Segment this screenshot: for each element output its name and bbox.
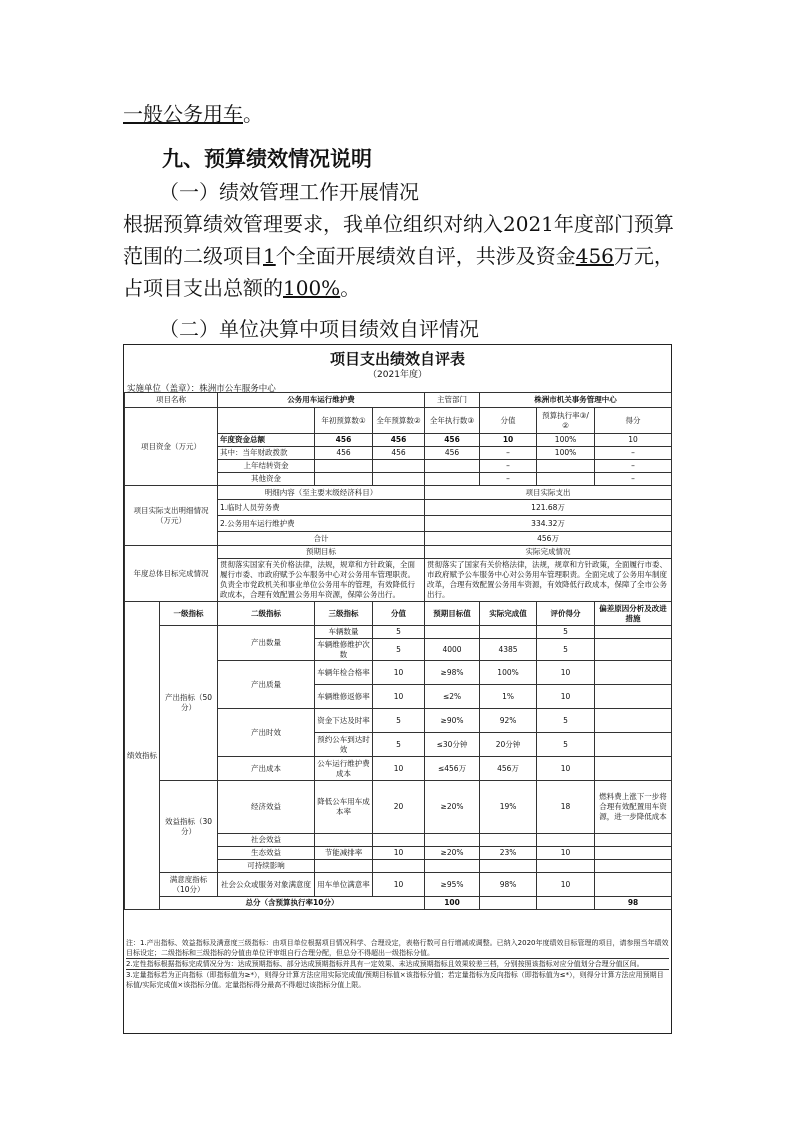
para-a: 根据预算绩效管理要求，我单位组织对纳入2021年度部门预算范围的二级项目 <box>123 212 674 268</box>
blank <box>537 897 595 910</box>
td: ≤456万 <box>425 757 480 781</box>
table-title: 项目支出绩效自评表 <box>329 350 465 368</box>
fund-label: 项目资金（万元） <box>125 408 218 486</box>
td: 10 <box>373 685 425 709</box>
project-name-label: 项目名称 <box>125 393 218 408</box>
detail-head2: 项目实际支出 <box>425 486 672 500</box>
td: ≥98% <box>425 661 480 685</box>
td: 10 <box>595 434 672 447</box>
td: 456 <box>425 447 480 460</box>
th: 评价得分 <box>537 602 595 626</box>
td: 92% <box>480 709 537 733</box>
para-c: 万元，占项目支出总额的 <box>123 244 674 300</box>
td: 4385 <box>480 639 537 661</box>
td: 100% <box>537 434 595 447</box>
td: 降低公车用车成本率 <box>315 781 373 834</box>
td: 社会效益 <box>218 834 315 847</box>
td: 456 <box>373 447 425 460</box>
project-name: 公务用车运行维护费 <box>218 393 425 408</box>
td: 5 <box>373 626 425 639</box>
detail-head: 明细内容（至主要末级经济科目） <box>218 486 425 500</box>
th: 三级指标 <box>315 602 373 626</box>
td <box>595 873 672 897</box>
td: 其他资金 <box>218 473 315 486</box>
table-row <box>125 897 672 910</box>
para-d: 。 <box>340 276 361 300</box>
td: 19% <box>480 781 537 834</box>
td: 1% <box>480 685 537 709</box>
table-row <box>125 873 672 897</box>
td: 1.临时人员劳务费 <box>218 500 425 516</box>
th: 预算执行率③/② <box>537 408 595 434</box>
td: – <box>480 473 537 486</box>
section-heading-9: 九、预算绩效情况说明 <box>162 147 372 171</box>
td: 车辆年检合格率 <box>315 661 373 685</box>
td <box>425 834 480 847</box>
td: 456万 <box>480 757 537 781</box>
td: 10 <box>537 873 595 897</box>
evaluation-table-frame <box>123 344 672 1034</box>
td: 5 <box>537 709 595 733</box>
td: 其中：当年财政拨款 <box>218 447 315 460</box>
td <box>373 460 425 473</box>
table-row <box>125 626 672 639</box>
dept-label: 主管部门 <box>425 393 480 408</box>
td: 2.公务用车运行维护费 <box>218 516 425 532</box>
goal-actual: 贯彻落实了国家有关价格法律，法规，规章和方针政策，全面履行市委、市政府赋予公车服务中心对公务用车管理职责。全面完成了公务用车制度改革，合理有效配置公务用车资源，有效降低行政成本，保障了全市公务出行。 <box>425 559 672 602</box>
td: 公车运行维护费成本 <box>315 757 373 781</box>
th: 全年执行数③ <box>425 408 480 434</box>
note-2: 2.定性指标根据指标完成情况分为：达成预期指标、部分达成预期指标并具有一定效果、未达成预期指标且效果较差三档，分别按照该指标对应分值划分合理分值区间。 <box>126 959 669 970</box>
th: 实际完成值 <box>480 602 537 626</box>
td: 456 <box>425 434 480 447</box>
td: 5 <box>373 709 425 733</box>
td: 10 <box>537 847 595 860</box>
td: 10 <box>480 434 537 447</box>
goal-expected: 贯彻落实国家有关价格法律，法规，规章和方针政策，全面履行市委、市政府赋予公车服务中心对公务用车管理职责。负责全市党政机关和事业单位公务用车的管理，有效降低行政成本，合理有效配置公务用车资源，保障公务出行。 <box>218 559 425 602</box>
th: 得分 <box>595 408 672 434</box>
note-1: 注：1.产出指标、效益指标及满意度三级指标：由项目单位根据项目情况科学、合理设定，表格行数可自行增减或调整。已纳入2020年度绩效目标管理的项目，请参照当年绩效目标设定；二级指标和三级指标的分值由单位评审组自行合理分配，但总分不得超出一级指标分值。 <box>126 939 669 957</box>
td: 车辆维修返修率 <box>315 685 373 709</box>
blank <box>480 897 537 910</box>
td: 车辆维修维护次数 <box>315 639 373 661</box>
td: 10 <box>373 873 425 897</box>
td: 5 <box>373 733 425 757</box>
td: 334.32万 <box>425 516 672 532</box>
table-row <box>125 486 672 500</box>
td: ≥90% <box>425 709 480 733</box>
td <box>480 626 537 639</box>
td <box>595 685 672 709</box>
td: 产出质量 <box>218 661 315 709</box>
td: 10 <box>537 757 595 781</box>
td: 上年结转资金 <box>218 460 315 473</box>
th: 分值 <box>480 408 537 434</box>
td: – <box>595 447 672 460</box>
td: – <box>595 473 672 486</box>
td: 资金下达及时率 <box>315 709 373 733</box>
sat-label: 满意度指标（10分） <box>160 873 218 897</box>
td <box>537 460 595 473</box>
td: 可持续影响 <box>218 860 315 873</box>
goal-label: 年度总体目标完成情况 <box>125 546 218 602</box>
td <box>595 860 672 873</box>
th: 二级指标 <box>218 602 315 626</box>
td <box>425 626 480 639</box>
td: 18 <box>537 781 595 834</box>
td <box>373 860 425 873</box>
total-score: 100 <box>425 897 480 910</box>
td: – <box>480 460 537 473</box>
table-row <box>125 408 672 434</box>
td: 100% <box>480 661 537 685</box>
blank <box>218 408 315 434</box>
td: 20 <box>373 781 425 834</box>
td <box>595 626 672 639</box>
td: ≥95% <box>425 873 480 897</box>
td <box>595 847 672 860</box>
line1-end: 。 <box>243 102 263 126</box>
td: 节能减排率 <box>315 847 373 860</box>
td: 5 <box>537 626 595 639</box>
td: 10 <box>373 757 425 781</box>
td: 社会公众或服务对象满意度 <box>218 873 315 897</box>
td <box>595 757 672 781</box>
td <box>315 834 373 847</box>
note-3: 3.定量指标若为正向指标（即指标值为≥*），则得分计算方法应用实际完成值/预期目标值×该指标分值；若定量指标为反向指标（即指标值为≤*），则得分计算方法应用预期目标值/实际完成值×该指标分值。定量指标得分最高不得超过该指标分值上限。 <box>126 971 664 989</box>
td: 23% <box>480 847 537 860</box>
th: 年初预算数① <box>315 408 373 434</box>
th: 偏差原因分析及改进措施 <box>595 602 672 626</box>
td: 4000 <box>425 639 480 661</box>
td <box>537 473 595 486</box>
table-notes <box>126 938 669 990</box>
table-row <box>125 546 672 559</box>
prose-line1 <box>123 98 683 127</box>
subheading-2: （二）单位决算中项目绩效自评情况 <box>159 317 479 341</box>
td <box>373 834 425 847</box>
td: ≤2% <box>425 685 480 709</box>
td: 生态效益 <box>218 847 315 860</box>
td: 产出成本 <box>218 757 315 781</box>
td <box>425 473 480 486</box>
td <box>480 860 537 873</box>
td: – <box>480 447 537 460</box>
td <box>595 661 672 685</box>
para-num1: 1 <box>263 244 276 268</box>
th: 全年预算数② <box>373 408 425 434</box>
td <box>595 639 672 661</box>
td <box>315 473 373 486</box>
total-label: 总分（含预算执行率10分） <box>160 897 425 910</box>
td <box>425 860 480 873</box>
goal-head2: 实际完成情况 <box>425 546 672 559</box>
th: 分值 <box>373 602 425 626</box>
para-num2: 456 <box>575 244 614 268</box>
td: 5 <box>537 639 595 661</box>
td <box>315 860 373 873</box>
td: 121.68万 <box>425 500 672 516</box>
th: 一级指标 <box>160 602 218 626</box>
td: 用车单位满意率 <box>315 873 373 897</box>
td: 10 <box>537 661 595 685</box>
td <box>425 460 480 473</box>
td: 燃料费上涨下一步将合理有效配置用车资源，进一步降低成本 <box>595 781 672 834</box>
td: 456 <box>373 434 425 447</box>
td: 车辆数量 <box>315 626 373 639</box>
td <box>315 460 373 473</box>
td: 5 <box>373 639 425 661</box>
detail-label: 项目实际支出明细情况（万元） <box>125 486 218 546</box>
td: 98% <box>480 873 537 897</box>
td: 10 <box>537 685 595 709</box>
line1-text: 一般公务用车 <box>123 102 243 126</box>
td: 产出数量 <box>218 626 315 661</box>
table-unit: 实施单位（盖章）：株洲市公车服务中心 <box>127 384 276 394</box>
effect-label: 效益指标（30分） <box>160 781 218 873</box>
td <box>537 860 595 873</box>
table-row <box>125 781 672 834</box>
dept: 株洲市机关事务管理中心 <box>480 393 672 408</box>
perf-label: 绩效指标 <box>125 602 160 910</box>
td: 20分钟 <box>480 733 537 757</box>
output-label: 产出指标（50分） <box>160 626 218 781</box>
paragraph <box>123 208 683 304</box>
td <box>373 473 425 486</box>
td: 456 <box>315 434 373 447</box>
td <box>595 709 672 733</box>
goal-head1: 预期目标 <box>218 546 425 559</box>
para-b: 个全面开展绩效自评，共涉及资金 <box>275 244 576 268</box>
td: 5 <box>537 733 595 757</box>
td: 产出时效 <box>218 709 315 757</box>
th: 预期目标值 <box>425 602 480 626</box>
detail-total: 456万 <box>425 532 672 546</box>
subheading-1: （一）绩效管理工作开展情况 <box>159 180 419 204</box>
td <box>595 834 672 847</box>
td: 10 <box>373 847 425 860</box>
td: 10 <box>373 661 425 685</box>
td: – <box>595 460 672 473</box>
evaluation-table <box>124 392 672 910</box>
table-row <box>125 393 672 408</box>
td: 经济效益 <box>218 781 315 834</box>
td: ≥20% <box>425 781 480 834</box>
total-got: 98 <box>595 897 672 910</box>
td: 100% <box>537 447 595 460</box>
td: 预约公车到达时效 <box>315 733 373 757</box>
para-num3: 100% <box>283 276 341 300</box>
td <box>595 733 672 757</box>
td: ≥20% <box>425 847 480 860</box>
td <box>537 834 595 847</box>
td: 年度资金总额 <box>218 434 315 447</box>
td <box>480 834 537 847</box>
table-year: （2021年度） <box>368 370 427 380</box>
td: 456 <box>315 447 373 460</box>
table-row <box>125 602 672 626</box>
detail-total-label: 合计 <box>218 532 425 546</box>
td: ≤30分钟 <box>425 733 480 757</box>
